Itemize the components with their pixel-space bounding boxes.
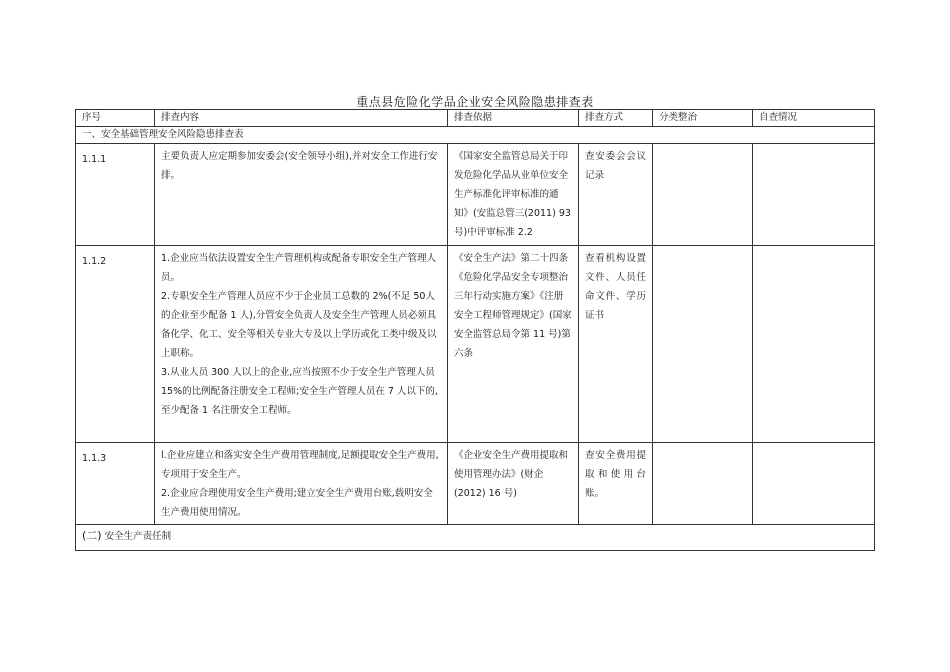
check-method: 查看机构设置文件、人员任命文件、学历证书 [579, 246, 653, 443]
table-row [76, 246, 875, 443]
rectify-cell[interactable] [653, 443, 753, 525]
document-title: 重点县危险化学品企业安全风险隐患排查表 [356, 95, 594, 109]
check-content [155, 144, 448, 246]
header-self-check: 自查情况 [753, 110, 875, 127]
content-paragraph: 3.从业人员 300 人以上的企业,应当按照不少于安全生产管理人员 15%的比例配备注册安全工程师;安全生产管理人员在 7 人以下的,至少配备 1 名注册安全工程师。 [161, 367, 438, 416]
section-row [76, 127, 875, 144]
header-content: 排查内容 [155, 110, 448, 127]
row-number: 1.1.2 [76, 246, 155, 443]
content-paragraph: 主要负责人应定期参加安委会(安全领导小组),并对安全工作进行安排。 [161, 151, 438, 181]
content-paragraph: l.企业应建立和落实安全生产费用管理制度,足额提取安全生产费用,专项用于安全生产。 [161, 450, 439, 480]
rectify-cell[interactable] [653, 144, 753, 246]
self-check-cell[interactable] [753, 443, 875, 525]
check-method: 查安全费用提取和使用台账。 [579, 443, 653, 525]
table-row [76, 144, 875, 246]
self-check-cell[interactable] [753, 144, 875, 246]
check-basis: 《安全生产法》第二十四条《危险化学品安全专项整治三年行动实施方案》《注册安全工程师管理规定》(国家安全监管总局令第 11 号)第六条 [448, 246, 579, 443]
content-paragraph: 2.企业应合理使用安全生产费用;建立安全生产费用台账,载明安全生产费用使用情况。 [161, 488, 433, 518]
table-row [76, 443, 875, 525]
content-paragraph: 2.专职安全生产管理人员应不少于企业员工总数的 2%(不足 50人的企业至少配备 1 人),分管安全负责人及安全生产管理人员必须具备化学、化工、安全等相关专业大专及以上学历或化工类中级及以上职称。 [161, 291, 437, 359]
rectify-cell[interactable] [653, 246, 753, 443]
section-title [76, 525, 875, 551]
self-check-cell[interactable] [753, 246, 875, 443]
check-method: 查安委会会议记录 [579, 144, 653, 246]
content-paragraph: 1.企业应当依法设置安全生产管理机构或配备专职安全生产管理人员。 [161, 253, 437, 283]
hazard-checklist-table [75, 109, 875, 551]
section-title: 一、安全基础管理安全风险隐患排查表 [76, 127, 875, 144]
table-header-row [76, 110, 875, 127]
section-row [76, 525, 875, 551]
check-content [155, 246, 448, 443]
header-rectify: 分类整治 [653, 110, 753, 127]
header-basis: 排查依据 [448, 110, 579, 127]
check-basis: 《国家安全监管总局关于印发危险化学品从业单位安全生产标准化评审标准的通知》(安监总管三(2011) 93号)中评审标准 2.2 [448, 144, 579, 246]
section-number: (二) [82, 529, 102, 542]
header-no: 序号 [76, 110, 155, 127]
check-content [155, 443, 448, 525]
section-label: 安全生产责任制 [104, 531, 172, 542]
check-basis: 《企业安全生产费用提取和使用管理办法》(财企(2012) 16 号) [448, 443, 579, 525]
row-number: 1.1.3 [76, 443, 155, 525]
header-method: 排查方式 [579, 110, 653, 127]
row-number: 1.1.1 [76, 144, 155, 246]
